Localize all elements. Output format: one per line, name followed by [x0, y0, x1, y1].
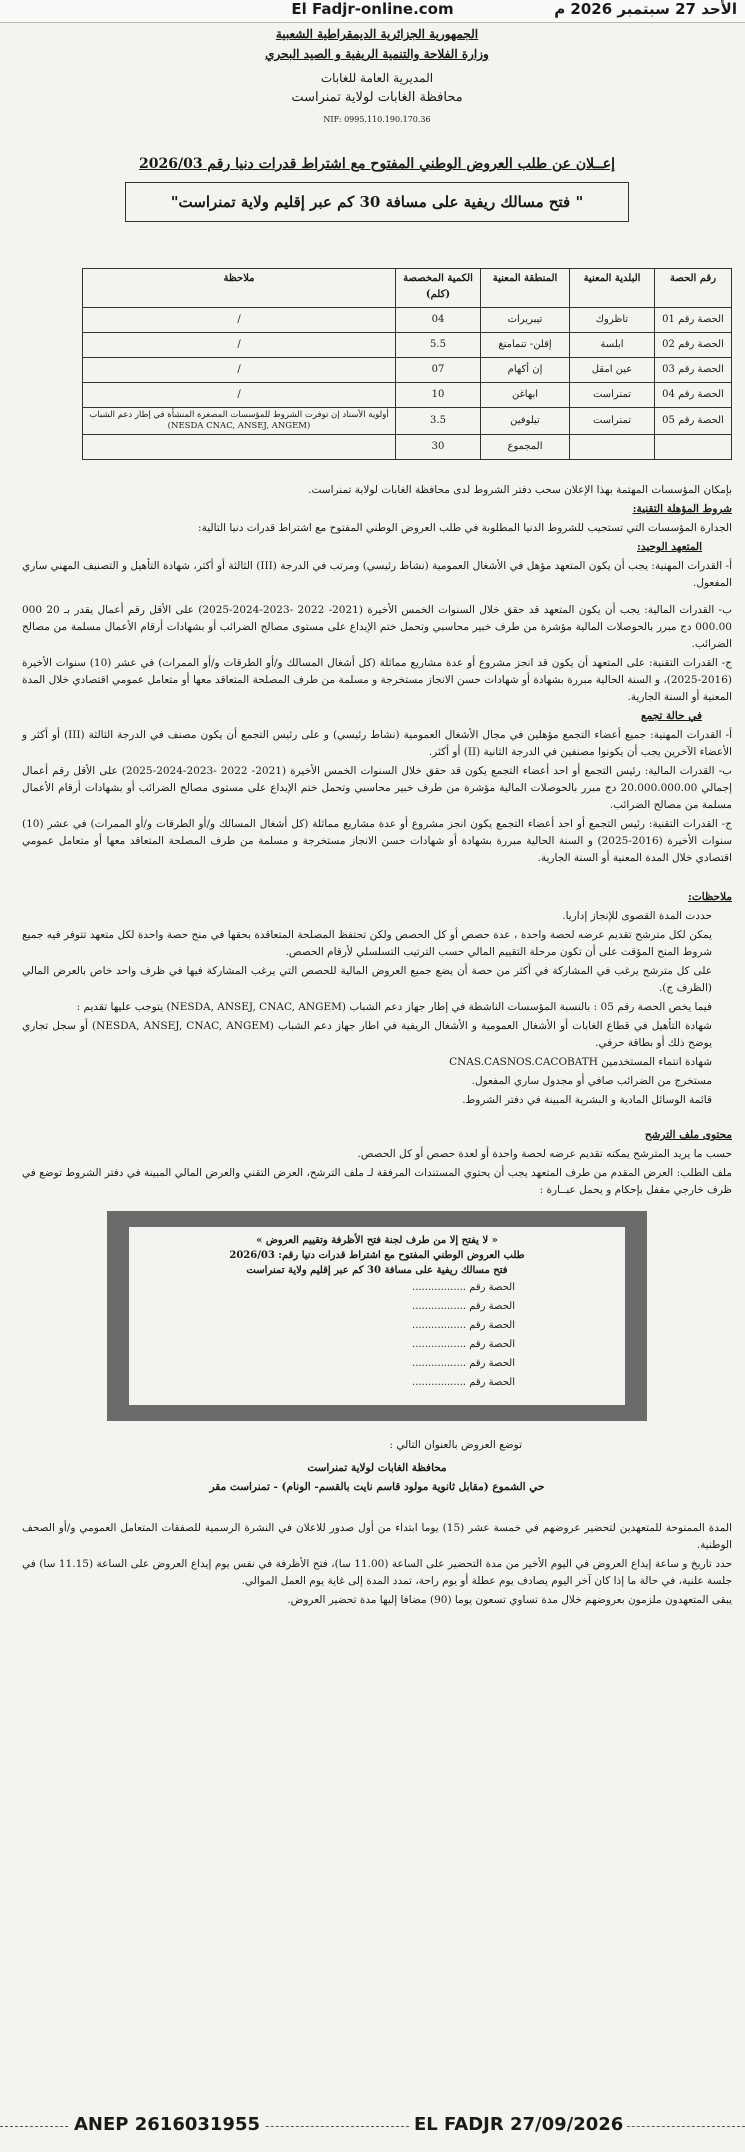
section-heading: في حالة تجمع	[641, 710, 702, 722]
envelope-box	[107, 1211, 647, 1421]
cell: الحصة رقم 01	[655, 308, 732, 333]
cell: الحصة رقم 03	[655, 358, 732, 383]
envelope-line: فتح مسالك ريفية على مسافة 30 كم عبر إقليم ولاية تمنراست	[246, 1265, 508, 1276]
col-lot: رقم الحصة	[655, 269, 732, 308]
list-item: على كل مترشح يرغب في المشاركة في أكثر من حصة أن يضع جميع العروض المالية للحصص التي يرغب المشاركة فيها في ظرف واحد خاص بالعرض المالي (الظرف ج).	[22, 965, 712, 994]
cell	[655, 435, 732, 460]
paragraph: المدة الممنوحة للمتعهدين لتحضير عروضهم في خمسة عشر (15) يوما ابتداء من أول صدور للاعلان في النشرة الرسمية للصفقات المتعامل العمومي و/أو الصحف الوطنية.	[22, 1522, 732, 1551]
envelope-line: « لا يفتح إلا من طرف لجنة فتح الأظرفة وتقييم العروض »	[256, 1235, 498, 1246]
paragraph: أ- القدرات المهنية: جميع أعضاء التجمع مؤهلين في مجال الأشغال العمومية (نشاط رئيسي) و على رئيس التجمع أن يكون مصنف في الدرجة الثالثة (III) أو أكثر و الأعضاء الآخرين يجب أن يكونوا مصنفين في الدرجة الثانية (II) أو أكثر.	[22, 729, 732, 758]
address-section	[22, 1437, 732, 1496]
cell: تيبريرات	[481, 308, 570, 333]
table-row	[83, 383, 732, 408]
newspaper-reference: EL FADJR 27/09/2026	[410, 2114, 627, 2135]
envelope-lot-line: الحصة رقم .................	[412, 1358, 515, 1369]
cell: 3.5	[396, 408, 481, 435]
paragraph: حدد تاريخ و ساعة إيداع العروض في اليوم الأخير من مدة التحضير على الساعة (11.00 سا)، فتح الأظرفة في نفس يوم إيداع العروض على الساعة (11.15 سا) في جلسة علنية، في حالة ما إذا كان آخر اليوم يصادف يوم عطلة أو يوم راحة، تمدد المدة إلى غاية يوم العمل الموالي.	[22, 1558, 733, 1587]
lots-table	[82, 268, 732, 460]
table-row	[83, 358, 732, 383]
closing-section	[22, 1520, 732, 1609]
total-value: 30	[396, 435, 481, 460]
cell: تيلوفين	[481, 408, 570, 435]
cell: /	[83, 383, 396, 408]
section-heading: ملاحظات:	[688, 891, 732, 903]
envelope-lot-line: الحصة رقم .................	[412, 1320, 515, 1331]
cell: تمنراست	[570, 383, 655, 408]
cell: إقلن- تنمامنغ	[481, 333, 570, 358]
cell	[83, 435, 396, 460]
paragraph: أ- القدرات المهنية: يجب أن يكون المتعهد مؤهل في الأشغال العمومية (نشاط رئيسي) ومرتب في الدرجة (III) الثالثة أو أكثر، شهادة التأهيل و التصنيف المهني ساري المفعول.	[22, 560, 732, 589]
paragraph: ملف الطلب: العرض المقدم من طرف المتعهد يجب أن يحتوي المستندات المرفقة لـ ملف الترشح، العرض التقني والعرض المالي المبينة في دفتر الشروط توضع في ظرف خارجي مقفل بإحكام و يحمل عبــارة :	[22, 1167, 732, 1196]
paragraph: ب- القدرات المالية: يجب أن يكون المتعهد قد حقق خلال السنوات الخمس الأخيرة (2021- 2022 -2023-2024-2025) على الأقل رقم أعمال يقدر بـ 20 000 000.00 دج مبرر بالحوصلات المالية مؤشرة من طرف خبير محاسبي وتحمل ختم الإيداع على مستوى مصالح الضرائب أو بشهادات أرقام الأعمال مسلمة من مصالح الضرائب.	[22, 604, 732, 650]
paragraph: بإمكان المؤسسات المهتمة بهذا الإعلان سحب دفتر الشروط لدى محافظة الغابات لولاية تمنراست.	[308, 484, 732, 496]
cell: 04	[396, 308, 481, 333]
address-line: محافظة الغابات لولاية تمنراست	[307, 1462, 447, 1474]
cell: تاظروك	[570, 308, 655, 333]
col-quantity: الكمية المخصصة (كلم)	[396, 269, 481, 308]
list-item: قائمة الوسائل المادية و البشرية المبينة في دفتر الشروط.	[462, 1094, 712, 1106]
list-item: حددت المدة القصوى للإنجاز إداريا.	[562, 910, 712, 922]
list-item: شهادة التأهيل في قطاع الغابات أو الأشغال العمومية و الأشغال الريفية في اطار جهاز دعم الشباب (NESDA, ANSEJ, CNAC, ANGEM) أو سجل تجاري يوضح ذلك أو بطاقة حرفي.	[22, 1020, 712, 1049]
cell: الحصة رقم 02	[655, 333, 732, 358]
directorate-title: المديرية العامة للغابات	[320, 71, 434, 85]
ministry-title: وزارة الفلاحة والتنمية الريفية و الصيد البحري	[265, 47, 489, 61]
envelope-lot-line: الحصة رقم .................	[412, 1339, 515, 1350]
issue-date: الأحد 27 سبتمبر 2026 م	[554, 0, 737, 18]
anep-reference: ANEP 2616031955	[70, 2114, 264, 2135]
header	[22, 24, 732, 130]
conservation-title: محافظة الغابات لولاية تمنراست	[291, 90, 463, 105]
paragraph: ج- القدرات التقنية: رئيس التجمع أو احد أعضاء التجمع يكون انجز مشروع أو عدة مشاريع مماثلة (كل أشغال المسالك و/أو الطرقات و/أو الممرات) في عشر (10) سنوات الأخيرة (2016-2025) و السنة الحالية مبررة بشهادة أو شهادات حسن الانجاز مستخرجة و مسلمة من طرف المصلحة المتعاقد معها أو متعامل عمومي اقتصادي خلال المدة المعنية أو السنة الجارية.	[22, 818, 732, 864]
paragraph: الجدارة المؤسسات التي تستجيب للشروط الدنيا المطلوبة في طلب العروض الوطني المفتوح مع اشتراط قدرات دنيا التالية:	[198, 522, 732, 534]
cell: عين امقل	[570, 358, 655, 383]
cell: ابهاغن	[481, 383, 570, 408]
list-item: يمكن لكل مترشح تقديم عرضه لحصة واحدة ، عدة حصص أو كل الحصص ولكن تحتفظ المصلحة المتعاقدة بحقها في منح حصة واحدة لكل متعهد تتوفر فيه جميع شروط المنح المؤقت على أن تكون مرحلة التقييم المالي حسب الترتيب التسلسلي لأرقام الحصص.	[22, 929, 712, 958]
col-area: المنطقة المعنية	[481, 269, 570, 308]
cell: 10	[396, 383, 481, 408]
table-row	[83, 408, 732, 435]
table-total-row	[83, 435, 732, 460]
envelope-line: طلب العروض الوطني المفتوح مع اشتراط قدرات دنيا رقم: 2026/03	[229, 1250, 525, 1261]
cell: أولوية الأسناد إن توفرت الشروط للمؤسسات المصغرة المنشأة في إطار دعم الشباب (NESDA CNAC, ANSEJ, ANGEM)	[83, 408, 396, 435]
cell	[570, 435, 655, 460]
cell: إن أكهام	[481, 358, 570, 383]
cell: 07	[396, 358, 481, 383]
table-header-row	[83, 269, 732, 308]
newspaper-top-strip	[0, 0, 745, 23]
cell: /	[83, 333, 396, 358]
address-intro: توضع العروض بالعنوان التالي :	[389, 1439, 522, 1451]
republic-title: الجمهورية الجزائرية الديمقراطية الشعبية	[275, 27, 479, 41]
list-item: فيما يخص الحصة رقم 05 : بالنسبة المؤسسات الناشطة في إطار جهاز دعم الشباب (NESDA, ANSEJ, CNAC, ANGEM) يتوجب عليها تقديم :	[76, 1001, 712, 1013]
address-line: حي الشموع (مقابل ثانوية مولود قاسم نايت بالقسم- الونام) - تمنراست مقر	[209, 1481, 545, 1493]
list-item: شهادة انتماء المستخدمين CNAS.CASNOS.CACOBATH	[449, 1056, 712, 1068]
list-item: مستخرج من الضرائب صافي أو مجدول ساري المفعول.	[471, 1075, 712, 1087]
envelope-lot-line: الحصة رقم .................	[412, 1282, 515, 1293]
site-name: El Fadjr-online.com	[291, 0, 454, 18]
section-heading: المتعهد الوحيد:	[636, 541, 702, 553]
paragraph: حسب ما يريد المترشح يمكنه تقديم عرضه لحصة واحدة أو لعدة حصص أو كل الحصص.	[357, 1148, 732, 1160]
table-row	[83, 308, 732, 333]
cell: 5.5	[396, 333, 481, 358]
section-heading: محتوى ملف الترشح	[644, 1129, 732, 1141]
cell: الحصة رقم 05	[655, 408, 732, 435]
envelope-lot-line: الحصة رقم .................	[412, 1301, 515, 1312]
cell: الحصة رقم 04	[655, 383, 732, 408]
paragraph: ج- القدرات التقنية: على المتعهد أن يكون قد انجز مشروع أو عدة مشاريع مماثلة (كل أشغال المسالك و/أو الطرقات و/أو الممرات) في عشر (10) سنوات الأخيرة (2016-2025)، و السنة الحالية مبررة بشهادة أو شهادات حسن الانجاز مستخرجة و مسلمة من طرف المصلحة المتعاقد معها أو متعامل عمومي اقتصادي خلال المدة المعنية أو السنة الجارية.	[22, 657, 732, 703]
envelope-lot-line: الحصة رقم .................	[412, 1377, 515, 1388]
subject-box: " فتح مسالك ريفية على مسافة 30 كم عبر إقليم ولاية تمنراست"	[125, 182, 629, 222]
table-row	[83, 333, 732, 358]
cell: /	[83, 308, 396, 333]
col-commune: البلدية المعنية	[570, 269, 655, 308]
total-label: المجموع	[481, 435, 570, 460]
cell: ابلسة	[570, 333, 655, 358]
paragraph: ب- القدرات المالية: رئيس التجمع أو احد أعضاء التجمع يكون قد حقق خلال السنوات الخمس الأخيرة (2021- 2022 -2023-2024-2025) على الأقل رقم أعمال إجمالي 20.000.000.00 دج مبرر بالحوصلات المالية مؤشرة من طرف خبير محاسبي وتحمل ختم الإيداع على مستوى مصالح الضرائب أو بشهادات أرقام الأعمال مسلمة من مصالح الضرائب.	[22, 765, 733, 811]
cell: تمنراست	[570, 408, 655, 435]
envelope-label	[129, 1227, 625, 1405]
cell: /	[83, 358, 396, 383]
conditions-section	[22, 482, 732, 1199]
nif-number: NIF: 0995.110.190.170.36	[323, 115, 431, 124]
section-heading: شروط المؤهلة التقنية:	[632, 503, 732, 515]
announcement-title: إعــلان عن طلب العروض الوطني المفتوح مع اشتراط قدرات دنيا رقم 2026/03	[139, 156, 615, 172]
paragraph: يبقى المتعهدون ملزمون بعروضهم خلال مدة تساوي تسعون يوما (90) مضافا إليها مدة تحضير العروض.	[287, 1594, 732, 1606]
tender-notice	[22, 24, 732, 2114]
footer	[0, 2114, 745, 2144]
col-note: ملاحظة	[83, 269, 396, 308]
